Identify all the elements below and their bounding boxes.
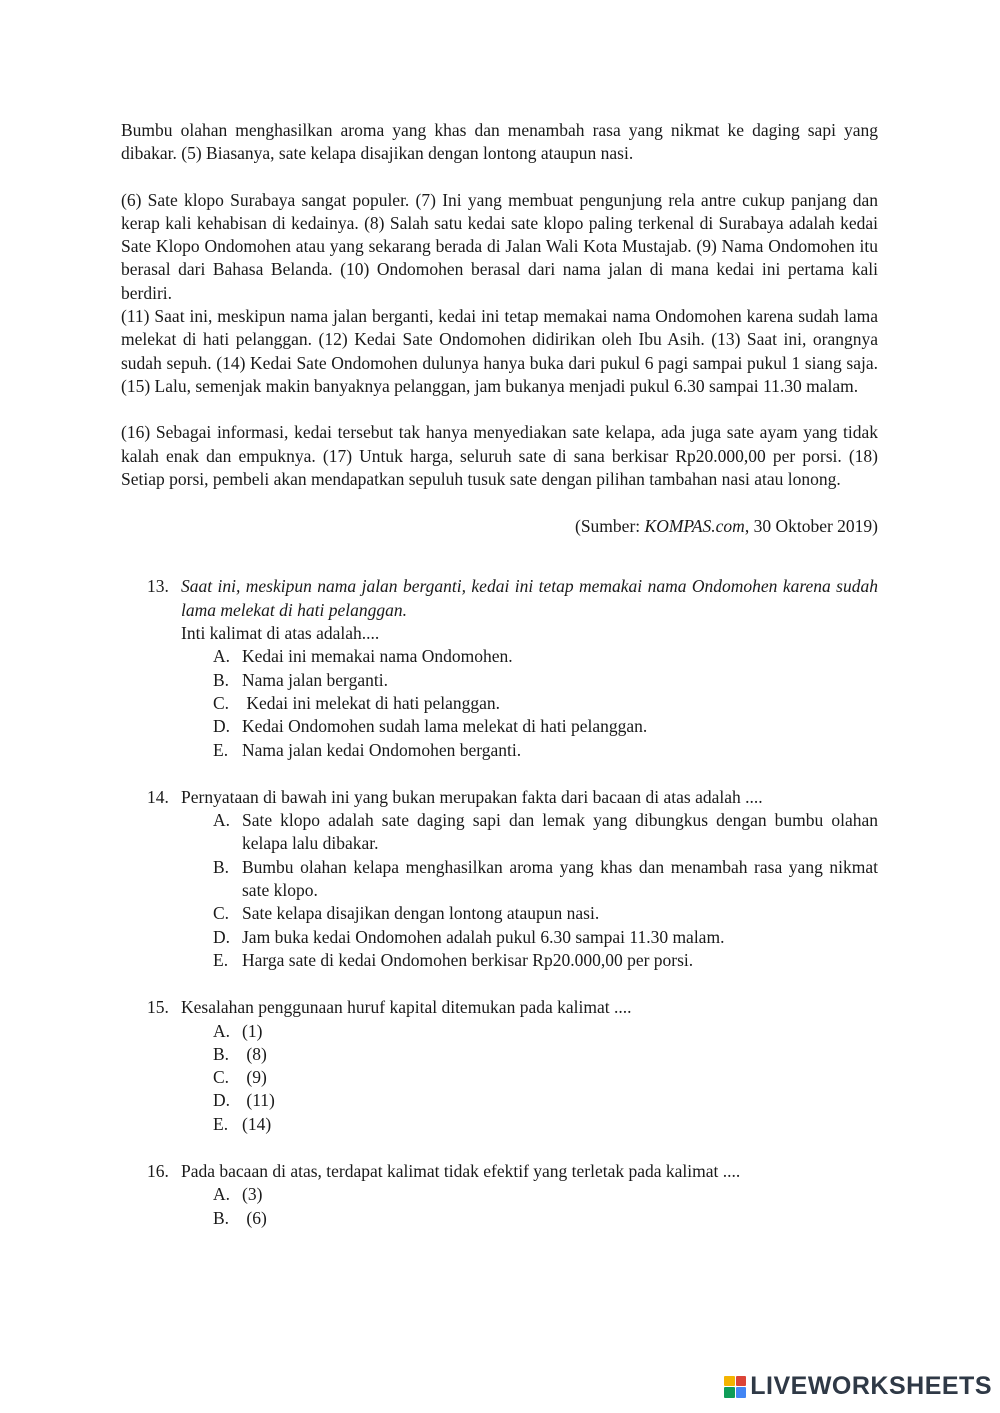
option-text: Kedai ini melekat di hati pelanggan. bbox=[242, 692, 501, 713]
passage-source bbox=[121, 515, 878, 538]
option-text: Sate kelapa disajikan dengan lontong ataupun nasi. bbox=[242, 903, 600, 924]
option-e[interactable] bbox=[213, 739, 878, 762]
option-letter: C. bbox=[213, 1067, 230, 1088]
option-a[interactable] bbox=[213, 1183, 878, 1206]
option-text: Harga sate di kedai Ondomohen berkisar Rp20.000,00 per porsi. bbox=[242, 949, 694, 970]
option-e[interactable] bbox=[213, 1113, 878, 1136]
option-list bbox=[213, 1183, 878, 1230]
logo-tile-1 bbox=[724, 1376, 735, 1387]
option-letter: E. bbox=[213, 1113, 229, 1134]
question-number: 14. bbox=[147, 786, 169, 807]
question-number: 16. bbox=[147, 1160, 169, 1181]
option-letter: D. bbox=[213, 1090, 231, 1111]
option-d[interactable] bbox=[213, 1089, 878, 1112]
source-prefix: (Sumber: bbox=[575, 516, 645, 537]
logo-tile-3 bbox=[724, 1387, 735, 1398]
option-text: Nama jalan berganti. bbox=[242, 669, 388, 690]
option-text: (14) bbox=[242, 1113, 272, 1134]
passage-paragraph: (6) Sate klopo Surabaya sangat populer. (7) Ini yang membuat pengunjung rela antre cukup panjang dan kerap kali kehabisan di kedainya. (8) Salah satu kedai sate klopo paling terkenal di Surabaya adalah kedai Sate Klopo Ondomohen atau yang sekarang berada di Jalan Wali Kota Mustajab. (9) Nama Ondomohen itu berasal dari Bahasa Belanda. (10) Ondomohen berasal dari nama jalan di mana kedai ini pertama kali berdiri. bbox=[121, 189, 878, 303]
source-publication: KOMPAS.com bbox=[644, 516, 745, 537]
option-text: Nama jalan kedai Ondomohen berganti. bbox=[242, 739, 522, 760]
option-b[interactable] bbox=[213, 856, 878, 903]
option-text: Kedai ini memakai nama Ondomohen. bbox=[242, 646, 513, 667]
logo-tile-2 bbox=[736, 1376, 747, 1387]
option-text: Kedai Ondomohen sudah lama melekat di hati pelanggan. bbox=[242, 716, 648, 737]
option-text: Bumbu olahan kelapa menghasilkan aroma yang khas dan menambah rasa yang nikmat sate klopo. bbox=[242, 856, 878, 901]
question-16 bbox=[147, 1160, 878, 1230]
option-letter: B. bbox=[213, 669, 230, 690]
option-letter: D. bbox=[213, 926, 231, 947]
option-b[interactable] bbox=[213, 669, 878, 692]
question-14 bbox=[147, 786, 878, 972]
option-letter: A. bbox=[213, 646, 231, 667]
liveworksheets-grid-icon bbox=[724, 1376, 746, 1398]
option-text: (9) bbox=[242, 1067, 267, 1088]
option-e[interactable] bbox=[213, 949, 878, 972]
option-text: (1) bbox=[242, 1020, 263, 1041]
option-list bbox=[213, 809, 878, 972]
liveworksheets-logo[interactable] bbox=[724, 1372, 992, 1401]
question-number: 13. bbox=[147, 576, 169, 597]
option-text: (11) bbox=[242, 1090, 275, 1111]
option-list bbox=[213, 1020, 878, 1136]
option-a[interactable] bbox=[213, 645, 878, 668]
worksheet-content bbox=[121, 119, 878, 1230]
option-b[interactable] bbox=[213, 1207, 878, 1230]
question-prompt: Inti kalimat di atas adalah.... bbox=[181, 623, 380, 644]
option-letter: B. bbox=[213, 1043, 230, 1064]
option-text: Jam buka kedai Ondomohen adalah pukul 6.30 sampai 11.30 malam. bbox=[242, 926, 725, 947]
option-text: Sate klopo adalah sate daging sapi dan lemak yang dibungkus dengan bumbu olahan kelapa lalu dibakar. bbox=[242, 810, 878, 854]
question-prompt: Kesalahan penggunaan huruf kapital ditemukan pada kalimat .... bbox=[181, 997, 632, 1018]
question-prompt: Pernyataan di bawah ini yang bukan merupakan fakta dari bacaan di atas adalah .... bbox=[181, 786, 763, 807]
option-c[interactable] bbox=[213, 902, 878, 925]
option-d[interactable] bbox=[213, 715, 878, 738]
question-quote: Saat ini, meskipun nama jalan berganti, kedai ini tetap memakai nama Ondomohen karena sudah lama melekat di hati pelanggan. bbox=[181, 576, 878, 620]
option-letter: B. bbox=[213, 856, 230, 877]
passage-paragraph: Bumbu olahan menghasilkan aroma yang khas dan menambah rasa yang nikmat ke daging sapi yang dibakar. (5) Biasanya, sate kelapa disajikan dengan lontong ataupun nasi. bbox=[121, 120, 878, 164]
option-letter: A. bbox=[213, 1020, 231, 1041]
option-a[interactable] bbox=[213, 1020, 878, 1043]
option-c[interactable] bbox=[213, 1066, 878, 1089]
option-text: (3) bbox=[242, 1184, 263, 1205]
question-number: 15. bbox=[147, 997, 169, 1018]
question-13 bbox=[147, 575, 878, 761]
option-letter: A. bbox=[213, 810, 231, 831]
option-text: (6) bbox=[242, 1207, 267, 1228]
option-letter: C. bbox=[213, 692, 230, 713]
option-letter: D. bbox=[213, 716, 231, 737]
option-letter: A. bbox=[213, 1184, 231, 1205]
passage-paragraph: (11) Saat ini, meskipun nama jalan berganti, kedai ini tetap memakai nama Ondomohen karena sudah lama melekat di hati pelanggan. (12) Kedai Sate Ondomohen didirikan oleh Ibu Asih. (13) Saat ini, orangnya sudah sepuh. (14) Kedai Sate Ondomohen dulunya hanya buka dari pukul 6 pagi sampai pukul 1 siang saja. (15) Lalu, semenjak makin banyaknya pelanggan, jam bukanya menjadi pukul 6.30 sampai 11.30 malam. bbox=[121, 306, 878, 396]
option-letter: C. bbox=[213, 903, 230, 924]
option-text: (8) bbox=[242, 1043, 267, 1064]
logo-tile-4 bbox=[736, 1387, 747, 1398]
option-b[interactable] bbox=[213, 1043, 878, 1066]
question-15 bbox=[147, 996, 878, 1136]
question-prompt: Pada bacaan di atas, terdapat kalimat tidak efektif yang terletak pada kalimat .... bbox=[181, 1160, 741, 1181]
option-list bbox=[213, 645, 878, 761]
option-letter: B. bbox=[213, 1207, 230, 1228]
option-letter: E. bbox=[213, 739, 229, 760]
brand-name: LIVEWORKSHEETS bbox=[750, 1372, 992, 1400]
option-d[interactable] bbox=[213, 926, 878, 949]
source-suffix: , 30 Oktober 2019) bbox=[744, 516, 878, 537]
option-letter: E. bbox=[213, 949, 229, 970]
passage-paragraph: (16) Sebagai informasi, kedai tersebut tak hanya menyediakan sate kelapa, ada juga sate ayam yang tidak kalah enak dan empuknya. (17) Untuk harga, seluruh sate di sana berkisar Rp20.000,00 per porsi. (18) Setiap porsi, pembeli akan mendapatkan sepuluh tusuk sate dengan pilihan tambahan nasi atau lonong. bbox=[121, 422, 878, 489]
option-a[interactable] bbox=[213, 809, 878, 856]
option-c[interactable] bbox=[213, 692, 878, 715]
